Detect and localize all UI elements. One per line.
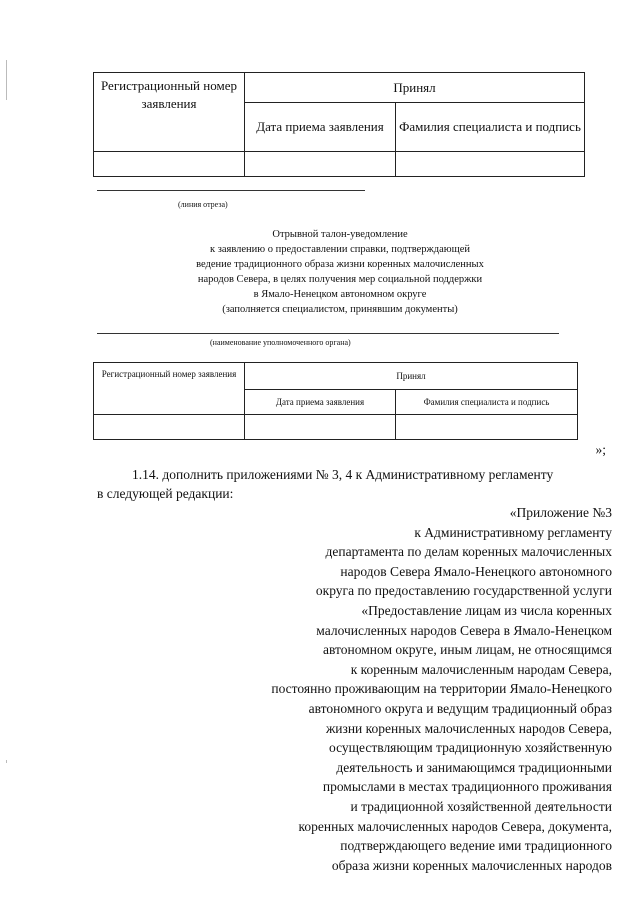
appendix-line: автономного округа и ведущим традиционный образ	[308, 700, 612, 716]
coupon-title: Отрывной талон-уведомление	[272, 229, 408, 240]
reg-number-value-cell[interactable]	[94, 415, 245, 440]
appendix-line: «Предоставление лицам из числа коренных	[361, 602, 612, 618]
date-value-cell[interactable]	[245, 152, 396, 177]
specialist-header-cell	[396, 103, 585, 152]
specialist-header-cell	[396, 390, 578, 415]
authority-label: (наименование уполномоченного органа)	[210, 338, 351, 347]
reg-number-header: Регистрационный номер заявления	[101, 369, 237, 379]
date-header: Дата приема заявления	[256, 119, 384, 135]
coupon-line: к заявлению о предоставлении справки, подтверждающей	[209, 244, 471, 255]
appendix-line: осуществляющим традиционную хозяйственную	[328, 740, 612, 756]
cut-line-label: (линия отреза)	[178, 200, 228, 209]
specialist-header: Фамилия специалиста и подпись	[399, 119, 581, 135]
appendix-line: народов Севера Ямало-Ненецкого автономного	[340, 563, 612, 579]
appendix-line: к Административному регламенту	[414, 524, 612, 540]
specialist-value-cell[interactable]	[396, 415, 578, 440]
date-header-cell	[245, 103, 396, 152]
coupon-line: ведение традиционного образа жизни коренных малочисленных	[196, 259, 484, 270]
appendix-line: промыслами в местах традиционного проживания	[322, 779, 612, 795]
appendix-line: коренных малочисленных народов Севера, документа,	[298, 818, 612, 834]
paragraph-line-1: 1.14. дополнить приложениями № 3, 4 к Административному регламенту	[132, 467, 554, 482]
appendix-line: деятельность и занимающимся традиционными	[336, 759, 612, 775]
scan-margin-mark-bottom	[6, 760, 7, 763]
appendix-line: округа по предоставлению государственной услуги	[315, 583, 612, 599]
specialist-value-cell[interactable]	[396, 152, 585, 177]
reg-number-header-cell	[94, 73, 245, 152]
accepted-header: Принял	[393, 79, 436, 95]
scan-margin-mark-top	[6, 60, 7, 100]
date-header: Дата приема заявления	[275, 397, 365, 408]
appendix-line: подтверждающего ведение ими традиционного	[340, 838, 612, 854]
appendix-line: департамента по делам коренных малочисленных	[325, 544, 612, 560]
reg-number-header-cell	[94, 363, 245, 415]
registration-table-bottom	[93, 362, 578, 440]
appendix-line: автономном округе, иным лицам, не относящимся	[323, 642, 612, 658]
accepted-header-cell	[245, 363, 578, 390]
accepted-header: Принял	[396, 371, 426, 382]
appendix-line: малочисленных народов Севера в Ямало-Ненецком	[316, 622, 612, 638]
paragraph-line-2: в следующей редакции:	[97, 486, 234, 501]
reg-number-value-cell[interactable]	[94, 152, 245, 177]
coupon-line: народов Севера, в целях получения мер социальной поддержки	[197, 274, 483, 285]
appendix-line: жизни коренных малочисленных народов Севера,	[325, 720, 612, 736]
date-value-cell[interactable]	[245, 415, 396, 440]
specialist-header: Фамилия специалиста и подпись	[423, 397, 550, 408]
closing-quote: »;	[595, 442, 606, 457]
appendix-line: постоянно проживающим на территории Ямало-Ненецкого	[271, 681, 612, 697]
reg-number-header: Регистрационный номер заявления	[101, 78, 237, 111]
registration-table-top	[93, 72, 585, 177]
cut-line	[97, 190, 365, 191]
coupon-line: в Ямало-Ненецком автономном округе	[253, 289, 427, 300]
appendix-heading	[271, 503, 612, 875]
appendix-line: к коренным малочисленным народам Севера,	[350, 661, 612, 677]
authority-line	[97, 333, 559, 334]
appendix-title: «Приложение №3	[509, 505, 612, 520]
accepted-header-cell	[245, 73, 585, 103]
coupon-note: (заполняется специалистом, принявшим документы)	[222, 304, 458, 315]
appendix-line: и традиционной хозяйственной деятельности	[350, 798, 612, 814]
date-header-cell	[245, 390, 396, 415]
coupon-heading	[150, 227, 530, 317]
appendix-line: образа жизни коренных малочисленных народов	[331, 857, 612, 873]
